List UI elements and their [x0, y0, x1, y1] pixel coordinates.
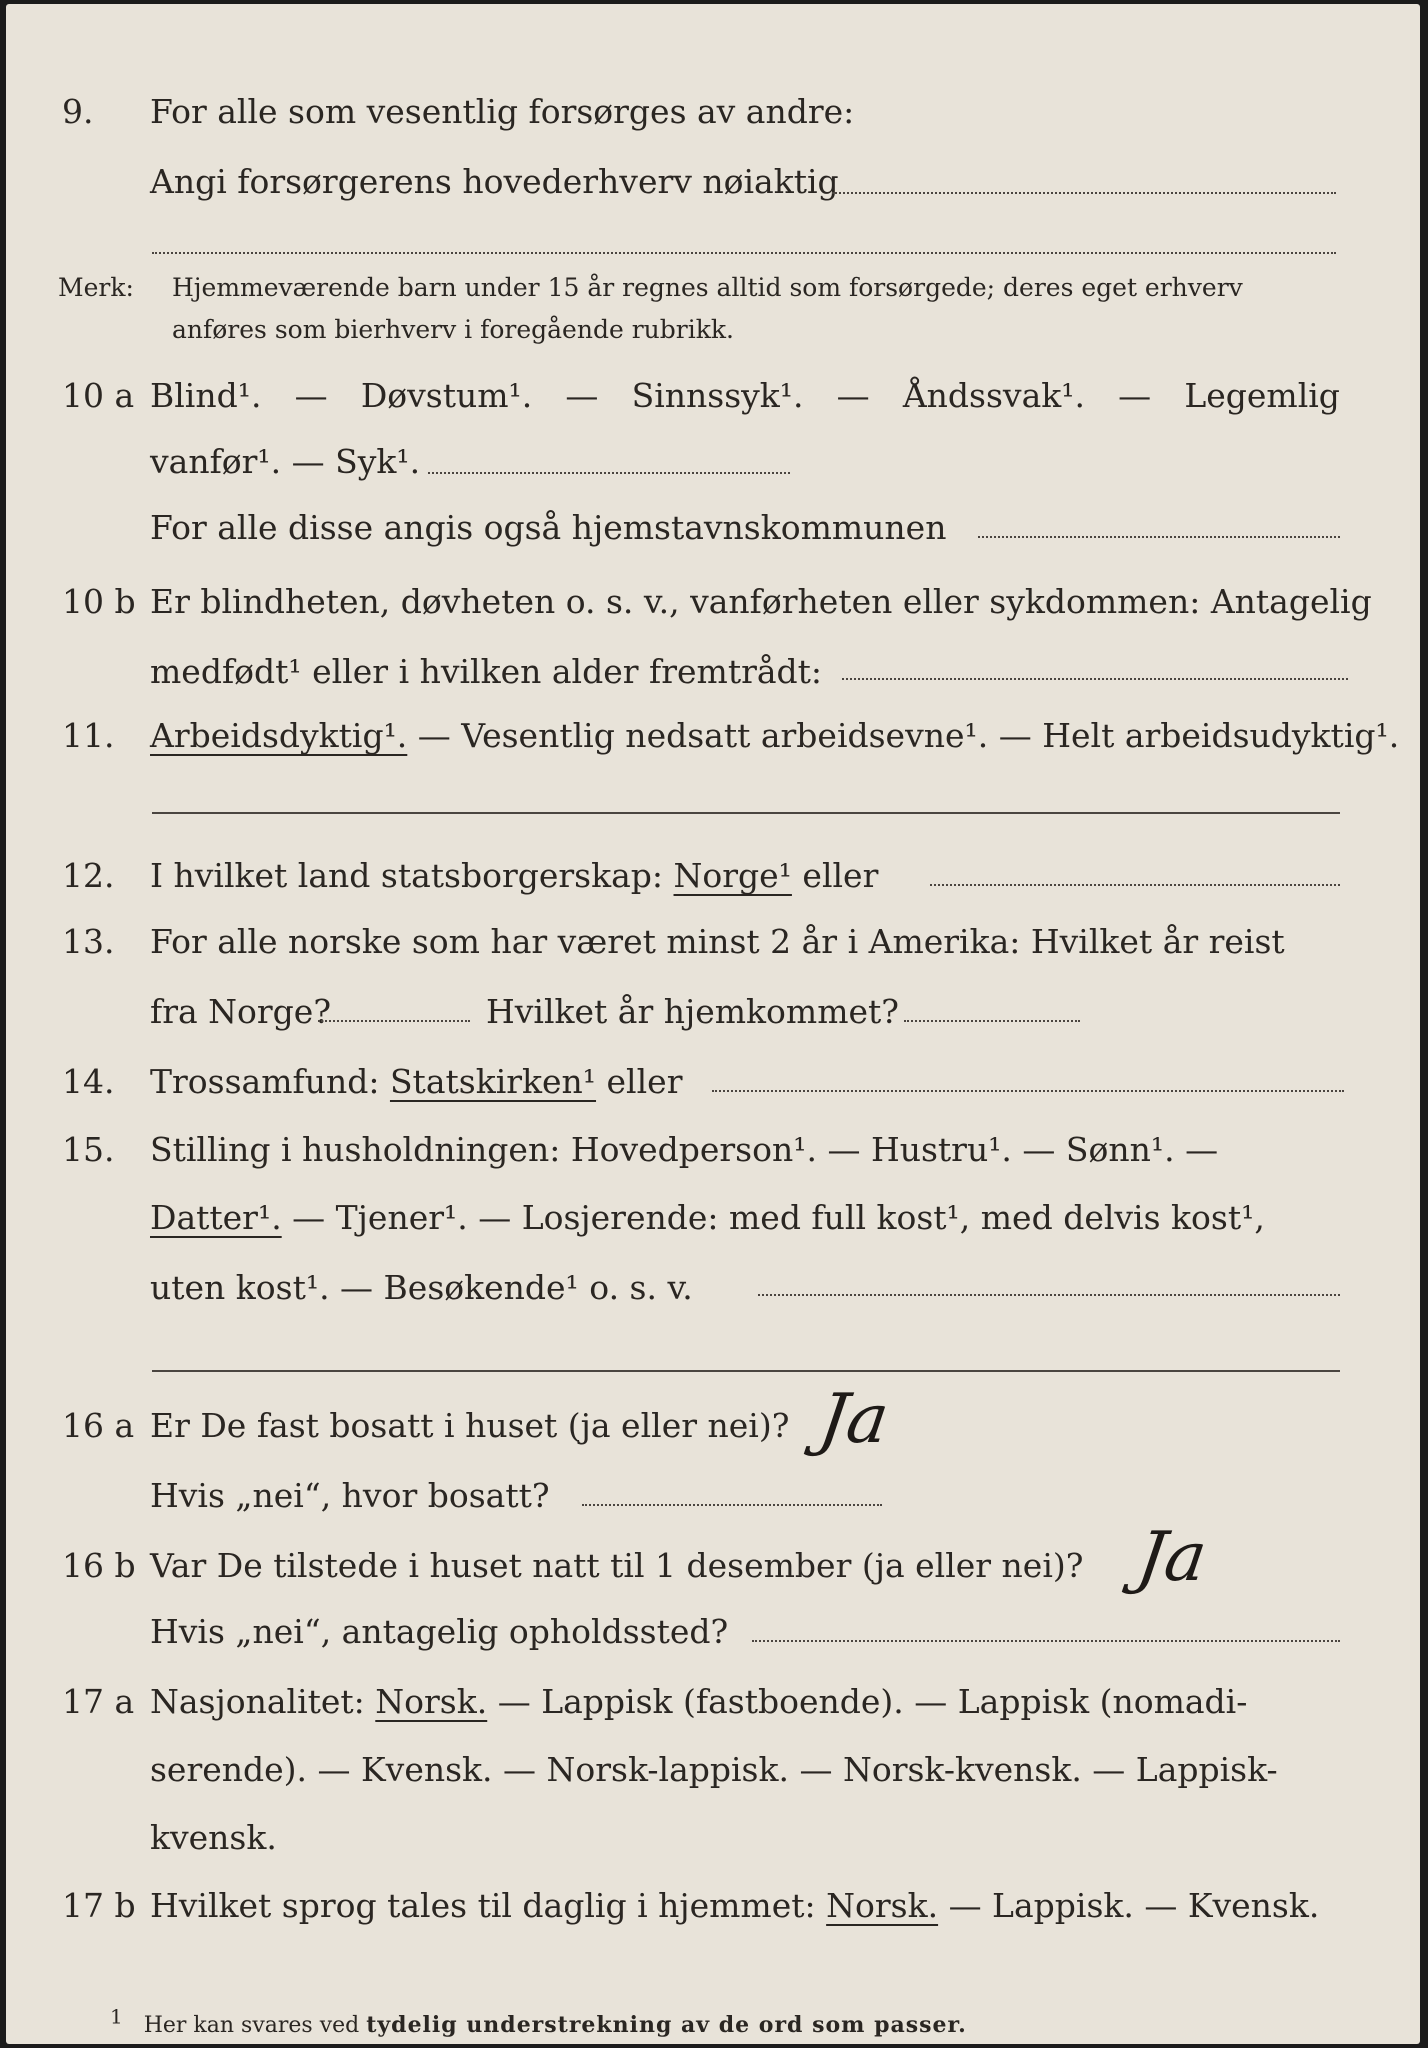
- q10a-municipality-dotline[interactable]: [978, 536, 1340, 538]
- q10a-options: [150, 366, 1340, 426]
- option-dovstum[interactable]: Døvstum¹.: [360, 376, 533, 415]
- q15-answer-dotline[interactable]: [758, 1294, 1340, 1296]
- q16a-number: 16 a: [62, 1406, 135, 1445]
- q17a-label: Nasjonalitet:: [150, 1682, 376, 1721]
- q14-line: [0, 1052, 1428, 1112]
- q14-selected-option[interactable]: Statskirken¹: [389, 1062, 597, 1101]
- q12-other: eller: [791, 856, 879, 895]
- footnote-emphasis: tydelig understrekning av de ord som passer.: [366, 2012, 967, 2038]
- q15-line3: [0, 1258, 1428, 1318]
- option-andssvak[interactable]: Åndssvak¹.: [902, 376, 1085, 415]
- q9-answer-dotline[interactable]: [832, 192, 1336, 194]
- q10b-line1: [0, 572, 1428, 632]
- q10a-number: 10 a: [62, 376, 135, 415]
- q16b-answer-dotline[interactable]: [752, 1640, 1340, 1642]
- dash: —: [1118, 376, 1152, 415]
- q13-left-year-dotline[interactable]: [318, 1020, 470, 1022]
- note-line1: Hjemmeværende barn under 15 år regnes alltid som forsørgede; deres eget erhverv: [172, 273, 1243, 302]
- q17b-number: 17 b: [62, 1886, 136, 1925]
- q10a-vanfor-syk[interactable]: vanfør¹. — Syk¹.: [150, 442, 421, 481]
- q9-line1: [0, 82, 1428, 142]
- q13-line1: [0, 912, 1428, 972]
- q14-other: eller: [596, 1062, 683, 1101]
- q17a-line1: [0, 1672, 1428, 1732]
- q16a-where-label: Hvis „nei“, hvor bosatt?: [150, 1476, 550, 1515]
- q13-text: For alle norske som har været minst 2 år i Amerika: Hvilket år reist: [150, 922, 1285, 961]
- q12-label: I hvilket land statsborgerskap:: [150, 856, 674, 895]
- q16a-answer-dotline[interactable]: [582, 1504, 882, 1506]
- q13-number: 13.: [62, 922, 115, 961]
- q9-number: 9.: [62, 92, 94, 131]
- q14-label: Trossamfund:: [150, 1062, 390, 1101]
- option-blind[interactable]: Blind¹.: [150, 376, 262, 415]
- q13-returned-label: Hvilket år hjemkommet?: [486, 992, 899, 1031]
- q9-answer-dotline-2[interactable]: [152, 252, 1336, 254]
- q12-text: [150, 846, 878, 906]
- q17a-selected-option[interactable]: Norsk.: [375, 1682, 488, 1721]
- q10b-number: 10 b: [62, 582, 136, 621]
- q9-text: For alle som vesentlig forsørges av andre:: [150, 92, 855, 131]
- q14-answer-dotline[interactable]: [712, 1090, 1344, 1092]
- q14-number: 14.: [62, 1062, 115, 1101]
- q16b-number: 16 b: [62, 1546, 136, 1585]
- q10a-line2: [0, 432, 1428, 492]
- q13-returned-year-dotline[interactable]: [904, 1020, 1080, 1022]
- q10a-line3: [0, 498, 1428, 558]
- q16b-whereabouts-label: Hvis „nei“, antagelig opholdssted?: [150, 1612, 729, 1651]
- q16b-handwritten-answer[interactable]: Ja: [1132, 1518, 1212, 1597]
- q17a-line3: [0, 1808, 1428, 1868]
- q17a-other-options[interactable]: — Lappisk (fastboende). — Lappisk (nomadi-: [487, 1682, 1248, 1721]
- q16b-line1: [0, 1536, 1428, 1596]
- q11-line: [0, 706, 1428, 766]
- q15-line1: [0, 1120, 1428, 1180]
- q15-other-options[interactable]: — Tjener¹. — Losjerende: med full kost¹, med delvis kost¹,: [281, 1198, 1265, 1237]
- q9-line2: [0, 152, 1428, 212]
- q15-options-cont[interactable]: uten kost¹. — Besøkende¹ o. s. v.: [150, 1268, 693, 1307]
- q15-number: 15.: [62, 1130, 115, 1169]
- q17b-selected-option[interactable]: Norsk.: [826, 1886, 939, 1925]
- note-line2: anføres som bierhverv i foregående rubrikk.: [172, 315, 734, 344]
- q15-answer-rule[interactable]: [152, 1370, 1340, 1372]
- q15-options: [150, 1188, 1265, 1248]
- q11-number: 11.: [62, 716, 115, 755]
- q16b-line2: [0, 1602, 1428, 1662]
- q17a-options-end[interactable]: kvensk.: [150, 1818, 277, 1857]
- note-label: Merk:: [58, 273, 134, 302]
- q17b-text: [150, 1876, 1319, 1936]
- q15-selected-option[interactable]: Datter¹.: [150, 1198, 282, 1237]
- q12-number: 12.: [62, 856, 115, 895]
- q10b-answer-dotline[interactable]: [842, 678, 1348, 680]
- q9-provider-occupation-label: Angi forsørgerens hovederhverv nøiaktig: [150, 162, 839, 201]
- q12-selected-option[interactable]: Norge¹: [673, 856, 792, 895]
- dash: —: [294, 376, 328, 415]
- dash: —: [836, 376, 870, 415]
- q10a-line1: [0, 366, 1428, 426]
- q17a-text: [150, 1672, 1247, 1732]
- q13-line2: [0, 982, 1428, 1042]
- footnote-mark: 1: [110, 2004, 123, 2029]
- q10b-text: Er blindheten, døvheten o. s. v., vanførheten eller sykdommen: Antagelig: [150, 582, 1372, 621]
- q10b-onset-label: medfødt¹ eller i hvilken alder fremtrådt:: [150, 652, 823, 691]
- q15-line2: [0, 1188, 1428, 1248]
- q11-other-options[interactable]: — Vesentlig nedsatt arbeidsevne¹. — Helt arbeidsudyktig¹.: [407, 716, 1400, 755]
- q11-answer-rule[interactable]: [152, 812, 1340, 814]
- q10a-home-municipality-label: For alle disse angis også hjemstavnskommunen: [150, 508, 947, 547]
- q11-options: [150, 706, 1399, 766]
- q10a-answer-dotline[interactable]: [428, 472, 790, 474]
- footnote: [110, 2004, 967, 2041]
- q17a-options-cont[interactable]: serende). — Kvensk. — Norsk-lappisk. — Norsk-kvensk. — Lappisk-: [150, 1750, 1278, 1789]
- q17b-other-options[interactable]: — Lappisk. — Kvensk.: [938, 1886, 1320, 1925]
- q12-answer-dotline[interactable]: [930, 884, 1340, 886]
- q10b-line2: [0, 642, 1428, 702]
- footnote-text: Her kan svares ved: [143, 2013, 367, 2038]
- dash: —: [565, 376, 599, 415]
- q17b-line: [0, 1876, 1428, 1936]
- q16a-handwritten-answer[interactable]: Ja: [814, 1380, 894, 1459]
- q16a-line2: [0, 1466, 1428, 1526]
- q17a-number: 17 a: [62, 1682, 135, 1721]
- q16b-text: Var De tilstede i huset natt til 1 desember (ja eller nei)?: [150, 1546, 1084, 1585]
- q16a-text: Er De fast bosatt i huset (ja eller nei)?: [150, 1406, 790, 1445]
- q13-left-norway-label: fra Norge?: [150, 992, 332, 1031]
- q12-line: [0, 846, 1428, 906]
- option-legemlig[interactable]: Legemlig: [1184, 376, 1340, 415]
- q11-selected-option[interactable]: Arbeidsdyktig¹.: [150, 716, 408, 755]
- q14-text: [150, 1052, 682, 1112]
- q16a-line1: [0, 1396, 1428, 1456]
- q17b-label: Hvilket sprog tales til daglig i hjemmet:: [150, 1886, 827, 1925]
- q17a-line2: [0, 1740, 1428, 1800]
- q15-text: Stilling i husholdningen: Hovedperson¹. — Hustru¹. — Sønn¹. —: [150, 1130, 1219, 1169]
- option-sinnssyk[interactable]: Sinnssyk¹.: [631, 376, 804, 415]
